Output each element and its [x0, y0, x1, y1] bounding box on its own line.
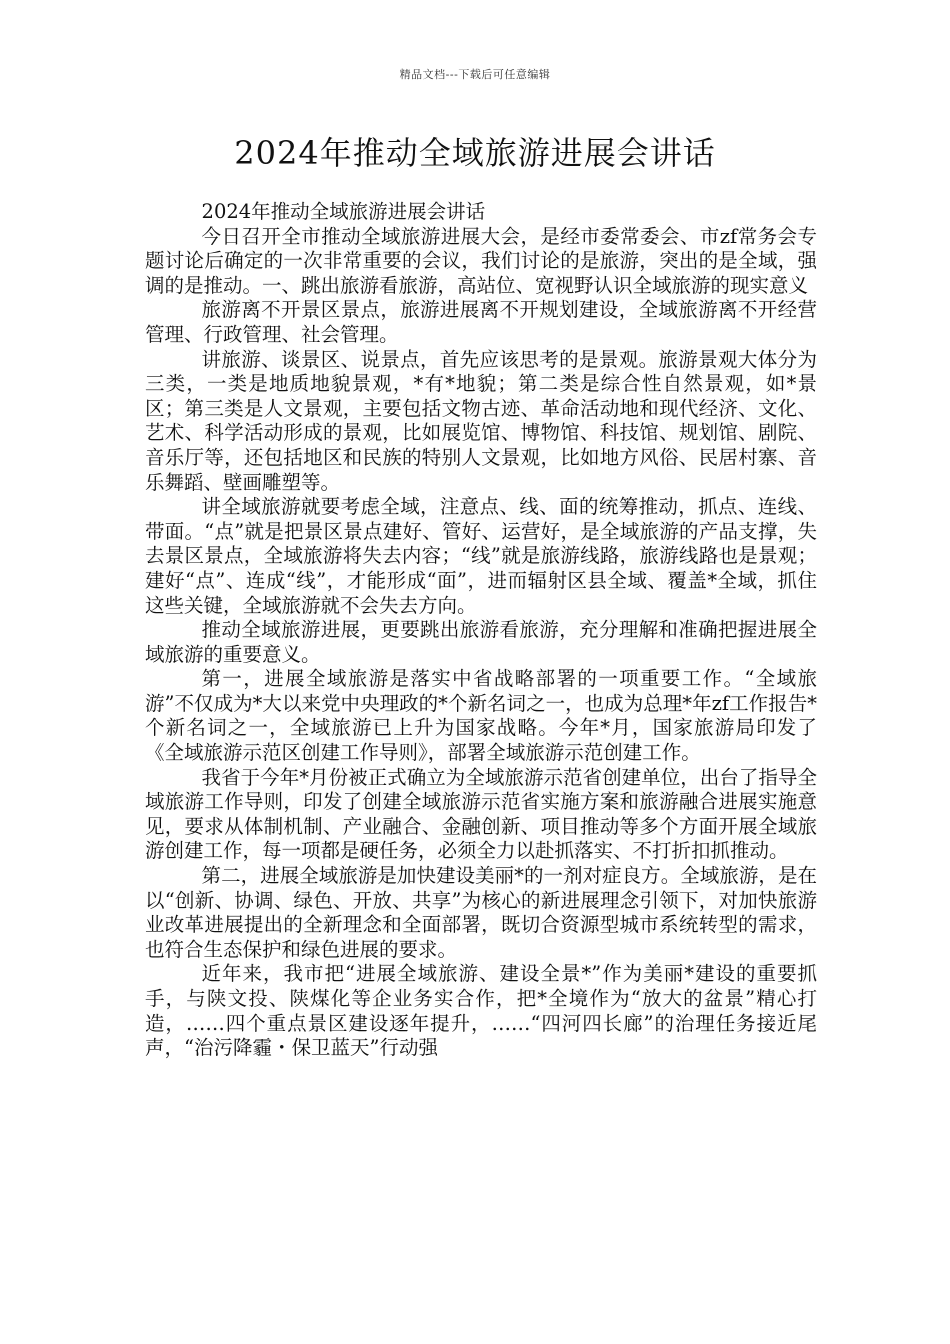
paragraph: 第一，进展全域旅游是落实中省战略部署的一项重要工作。“全域旅游”不仅成为*大以来党中央理政的*个新名词之一，也成为总理*年zf工作报告*个新名词之一，全域旅游已上升为国家战略。今年*月，国家旅游局印发了《全域旅游示范区创建工作导则》，部署全域旅游示范创建工作。 [145, 667, 817, 765]
paragraph: 讲旅游、谈景区、说景点，首先应该思考的是景观。旅游景观大体分为三类，一类是地质地貌景观，*有*地貌；第二类是综合性自然景观，如*景区；第三类是人文景观，主要包括文物古迹、革命活动地和现代经济、文化、艺术、科学活动形成的景观，比如展览馆、博物馆、科技馆、规划馆、剧院、音乐厅等，还包括地区和民族的特别人文景观，比如地方风俗、民居村寨、音乐舞蹈、壁画雕塑等。 [145, 347, 817, 494]
document-body [145, 200, 817, 1061]
paragraph: 旅游离不开景区景点，旅游进展离不开规划建设，全域旅游离不开经营管理、行政管理、社会管理。 [145, 298, 817, 346]
paragraph: 我省于今年*月份被正式确立为全域旅游示范省创建单位，出台了指导全域旅游工作导则，印发了创建全域旅游示范省实施方案和旅游融合进展实施意见，要求从体制机制、产业融合、金融创新、项目推动等多个方面开展全域旅游创建工作，每一项都是硬任务，必须全力以赴抓落实、不打折扣抓推动。 [145, 765, 817, 863]
paragraph: 今日召开全市推动全域旅游进展大会，是经市委常委会、市zf常务会专题讨论后确定的一次非常重要的会议，我们讨论的是旅游，突出的是全域，强调的是推动。一、跳出旅游看旅游，高站位、宽视野认识全域旅游的现实意义 [145, 224, 817, 297]
paragraph-subtitle: 2024年推动全域旅游进展会讲话 [201, 200, 486, 223]
paragraph: 第二，进展全域旅游是加快建设美丽*的一剂对症良方。全域旅游，是在以“创新、协调、绿色、开放、共享”为核心的新进展理念引领下，对加快旅游业改革进展提出的全新理念和全面部署，既切合资源型城市系统转型的需求，也符合生态保护和绿色进展的要求。 [145, 864, 817, 961]
paragraph: 讲全域旅游就要考虑全域，注意点、线、面的统筹推动，抓点、连线、带面。“点”就是把景区景点建好、管好、运营好，是全域旅游的产品支撑，失去景区景点，全域旅游将失去内容；“线”就是旅游线路，旅游线路也是景观；建好“点”、连成“线”，才能形成“面”，进而辐射区县全域、覆盖*全域，抓住这些关键，全域旅游就不会失去方向。 [145, 495, 817, 617]
paragraph: 近年来，我市把“进展全域旅游、建设全景*”作为美丽*建设的重要抓手，与陕文投、陕煤化等企业务实合作，把*全境作为“放大的盆景”精心打造，……四个重点景区建设逐年提升，……“四河四长廊”的治理任务接近尾声，“治污降霾・保卫蓝天”行动强 [145, 962, 817, 1060]
paragraph: 推动全域旅游进展，更要跳出旅游看旅游，充分理解和准确把握进展全域旅游的重要意义。 [145, 618, 817, 666]
page-header-note: 精品文档---下载后可任意编辑 [399, 68, 551, 81]
document-title: 2024年推动全域旅游进展会讲话 [234, 134, 716, 172]
